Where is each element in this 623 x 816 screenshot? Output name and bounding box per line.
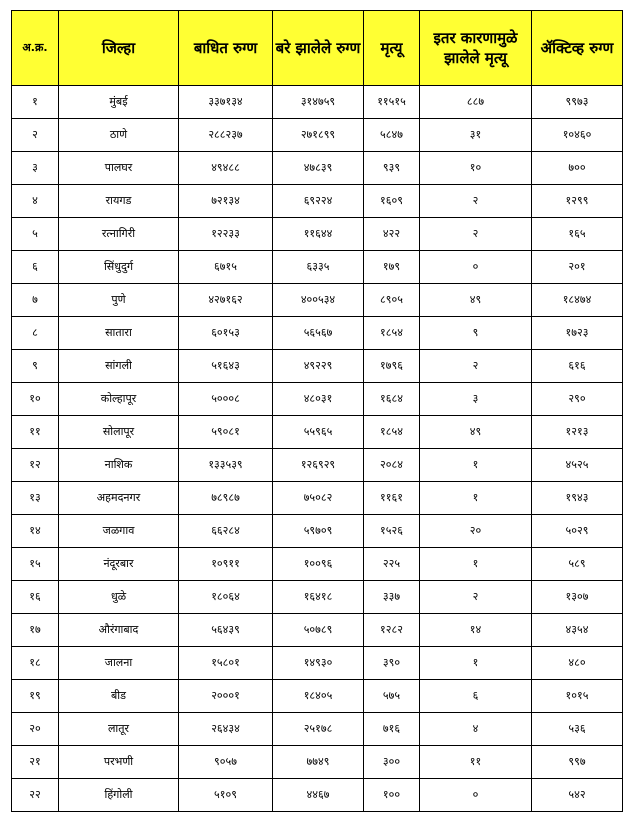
district-cell: सांगली: [59, 350, 179, 383]
active-cell: १८४७४: [532, 284, 623, 317]
recovered-cell: ६९२२४: [273, 185, 364, 218]
serial-no-cell: ४: [12, 185, 59, 218]
header-row: [12, 11, 623, 86]
other-deaths-cell: २: [420, 581, 532, 614]
deaths-cell: ७१६: [364, 713, 420, 746]
district-cell: परभणी: [59, 746, 179, 779]
other-deaths-cell: १: [420, 548, 532, 581]
infected-cell: २६४३४: [179, 713, 273, 746]
active-cell: ७००: [532, 152, 623, 185]
other-deaths-cell: ६: [420, 680, 532, 713]
table-row: [12, 581, 623, 614]
infected-cell: ९०५७: [179, 746, 273, 779]
deaths-cell: ५८४७: [364, 119, 420, 152]
infected-cell: ६०१५३: [179, 317, 273, 350]
table-row: [12, 779, 623, 812]
district-cell: लातूर: [59, 713, 179, 746]
table-row: [12, 218, 623, 251]
active-cell: ५३६: [532, 713, 623, 746]
deaths-cell: १७९: [364, 251, 420, 284]
district-cell: अहमदनगर: [59, 482, 179, 515]
infected-cell: ७२१३४: [179, 185, 273, 218]
active-cell: १२१३: [532, 416, 623, 449]
recovered-cell: ४००५३४: [273, 284, 364, 317]
active-cell: ९९७३: [532, 86, 623, 119]
active-cell: ५०२९: [532, 515, 623, 548]
infected-cell: ५६४३९: [179, 614, 273, 647]
recovered-cell: १४९३०: [273, 647, 364, 680]
infected-cell: ५१६४३: [179, 350, 273, 383]
active-cell: ९९७: [532, 746, 623, 779]
table-row: [12, 350, 623, 383]
other-deaths-cell: १: [420, 482, 532, 515]
other-deaths-cell: ११: [420, 746, 532, 779]
table-row: [12, 284, 623, 317]
deaths-cell: २०८४: [364, 449, 420, 482]
infected-cell: ४९४८८: [179, 152, 273, 185]
active-cell: १०४६०: [532, 119, 623, 152]
recovered-cell: ६३३५: [273, 251, 364, 284]
district-cell: मुंबई: [59, 86, 179, 119]
deaths-cell: ११६१: [364, 482, 420, 515]
recovered-cell: १८४०५: [273, 680, 364, 713]
district-cell: रत्नागिरी: [59, 218, 179, 251]
other-deaths-cell: ८८७: [420, 86, 532, 119]
infected-cell: ७८९८७: [179, 482, 273, 515]
deaths-cell: ८९०५: [364, 284, 420, 317]
district-cell: सातारा: [59, 317, 179, 350]
active-cell: १९४३: [532, 482, 623, 515]
active-cell: १७२३: [532, 317, 623, 350]
active-cell: ५४२: [532, 779, 623, 812]
deaths-cell: १८५४: [364, 416, 420, 449]
other-deaths-cell: ३१: [420, 119, 532, 152]
recovered-cell: ४४६७: [273, 779, 364, 812]
serial-no-cell: ३: [12, 152, 59, 185]
deaths-cell: ३९०: [364, 647, 420, 680]
recovered-cell: ११६४४: [273, 218, 364, 251]
other-deaths-cell: ४९: [420, 416, 532, 449]
active-cell: ४३५४: [532, 614, 623, 647]
other-deaths-cell: २०: [420, 515, 532, 548]
deaths-cell: १८५४: [364, 317, 420, 350]
header-serial-no: अ.क्र.: [12, 11, 59, 86]
serial-no-cell: २०: [12, 713, 59, 746]
active-cell: २०१: [532, 251, 623, 284]
other-deaths-cell: ३: [420, 383, 532, 416]
infected-cell: ३३७१३४: [179, 86, 273, 119]
other-deaths-cell: ४: [420, 713, 532, 746]
serial-no-cell: ७: [12, 284, 59, 317]
serial-no-cell: १३: [12, 482, 59, 515]
table-row: [12, 152, 623, 185]
table-row: [12, 647, 623, 680]
table-row: [12, 746, 623, 779]
header-district: जिल्हा: [59, 11, 179, 86]
deaths-cell: १६८४: [364, 383, 420, 416]
infected-cell: १३३५३९: [179, 449, 273, 482]
serial-no-cell: २१: [12, 746, 59, 779]
district-cell: सोलापूर: [59, 416, 179, 449]
deaths-cell: ११५१५: [364, 86, 420, 119]
infected-cell: १५८०१: [179, 647, 273, 680]
district-cell: ठाणे: [59, 119, 179, 152]
table-row: [12, 548, 623, 581]
table-row: [12, 119, 623, 152]
infected-cell: ५९०८१: [179, 416, 273, 449]
table-row: [12, 416, 623, 449]
recovered-cell: ५९७०९: [273, 515, 364, 548]
active-cell: ४५२५: [532, 449, 623, 482]
district-cell: नंदूरबार: [59, 548, 179, 581]
deaths-cell: १५२६: [364, 515, 420, 548]
serial-no-cell: ५: [12, 218, 59, 251]
serial-no-cell: ९: [12, 350, 59, 383]
serial-no-cell: १६: [12, 581, 59, 614]
active-cell: १२९९: [532, 185, 623, 218]
other-deaths-cell: ४९: [420, 284, 532, 317]
recovered-cell: १६४१८: [273, 581, 364, 614]
infected-cell: १०९११: [179, 548, 273, 581]
recovered-cell: २५१७८: [273, 713, 364, 746]
table-row: [12, 713, 623, 746]
other-deaths-cell: २: [420, 218, 532, 251]
header-infected-patients: बाधित रुग्ण: [179, 11, 273, 86]
deaths-cell: १२८२: [364, 614, 420, 647]
infected-cell: ६६२८४: [179, 515, 273, 548]
infected-cell: ५०००८: [179, 383, 273, 416]
table-row: [12, 251, 623, 284]
recovered-cell: ७७४९: [273, 746, 364, 779]
active-cell: ६१६: [532, 350, 623, 383]
active-cell: २९०: [532, 383, 623, 416]
recovered-cell: ४८०३१: [273, 383, 364, 416]
table-row: [12, 482, 623, 515]
serial-no-cell: १८: [12, 647, 59, 680]
infected-cell: १८०६४: [179, 581, 273, 614]
district-cell: सिंधुदुर्ग: [59, 251, 179, 284]
table-row: [12, 86, 623, 119]
district-cell: औरंगाबाद: [59, 614, 179, 647]
serial-no-cell: १४: [12, 515, 59, 548]
serial-no-cell: ६: [12, 251, 59, 284]
district-cell: पालघर: [59, 152, 179, 185]
serial-no-cell: २: [12, 119, 59, 152]
other-deaths-cell: २: [420, 350, 532, 383]
recovered-cell: ५६५६७: [273, 317, 364, 350]
infected-cell: १२२३३: [179, 218, 273, 251]
recovered-cell: ५०७८९: [273, 614, 364, 647]
table-row: [12, 449, 623, 482]
recovered-cell: ७५०८२: [273, 482, 364, 515]
deaths-cell: ४२२: [364, 218, 420, 251]
district-cell: जळगाव: [59, 515, 179, 548]
serial-no-cell: १९: [12, 680, 59, 713]
deaths-cell: ३००: [364, 746, 420, 779]
district-covid-table: [11, 10, 623, 812]
other-deaths-cell: ९: [420, 317, 532, 350]
other-deaths-cell: ०: [420, 779, 532, 812]
recovered-cell: ३१४७५९: [273, 86, 364, 119]
active-cell: १०१५: [532, 680, 623, 713]
district-cell: पुणे: [59, 284, 179, 317]
deaths-cell: १७९६: [364, 350, 420, 383]
infected-cell: ६७१५: [179, 251, 273, 284]
table-row: [12, 383, 623, 416]
header-active-patients: ॲक्टिव्ह रुग्ण: [532, 11, 623, 86]
serial-no-cell: १५: [12, 548, 59, 581]
table-row: [12, 680, 623, 713]
infected-cell: ४२७१६२: [179, 284, 273, 317]
district-cell: बीड: [59, 680, 179, 713]
recovered-cell: २७१८९९: [273, 119, 364, 152]
deaths-cell: २२५: [364, 548, 420, 581]
infected-cell: २०००१: [179, 680, 273, 713]
serial-no-cell: १०: [12, 383, 59, 416]
serial-no-cell: २२: [12, 779, 59, 812]
serial-no-cell: १७: [12, 614, 59, 647]
table-body: [12, 86, 623, 812]
deaths-cell: १००: [364, 779, 420, 812]
deaths-cell: ५७५: [364, 680, 420, 713]
serial-no-cell: ८: [12, 317, 59, 350]
deaths-cell: १६०९: [364, 185, 420, 218]
table-row: [12, 185, 623, 218]
deaths-cell: ३३७: [364, 581, 420, 614]
recovered-cell: १००९६: [273, 548, 364, 581]
active-cell: १३०७: [532, 581, 623, 614]
active-cell: ५८९: [532, 548, 623, 581]
other-deaths-cell: १: [420, 449, 532, 482]
recovered-cell: ५५९६५: [273, 416, 364, 449]
district-cell: रायगड: [59, 185, 179, 218]
recovered-cell: ४७८३९: [273, 152, 364, 185]
header-recovered-patients: बरे झालेले रुग्ण: [273, 11, 364, 86]
other-deaths-cell: ०: [420, 251, 532, 284]
header-deaths: मृत्यू: [364, 11, 420, 86]
district-cell: कोल्हापूर: [59, 383, 179, 416]
header-other-cause-deaths: इतर कारणामुळे झालेले मृत्यू: [420, 11, 532, 86]
district-cell: हिंगोली: [59, 779, 179, 812]
serial-no-cell: १२: [12, 449, 59, 482]
other-deaths-cell: २: [420, 185, 532, 218]
table-row: [12, 317, 623, 350]
infected-cell: ५१०९: [179, 779, 273, 812]
table-row: [12, 515, 623, 548]
other-deaths-cell: १०: [420, 152, 532, 185]
recovered-cell: १२६९२९: [273, 449, 364, 482]
recovered-cell: ४९२२९: [273, 350, 364, 383]
district-cell: धुळे: [59, 581, 179, 614]
district-cell: जालना: [59, 647, 179, 680]
active-cell: ४८०: [532, 647, 623, 680]
serial-no-cell: १: [12, 86, 59, 119]
other-deaths-cell: १४: [420, 614, 532, 647]
deaths-cell: ९३९: [364, 152, 420, 185]
active-cell: १६५: [532, 218, 623, 251]
table-row: [12, 614, 623, 647]
district-cell: नाशिक: [59, 449, 179, 482]
infected-cell: २८८२३७: [179, 119, 273, 152]
serial-no-cell: ११: [12, 416, 59, 449]
other-deaths-cell: १: [420, 647, 532, 680]
